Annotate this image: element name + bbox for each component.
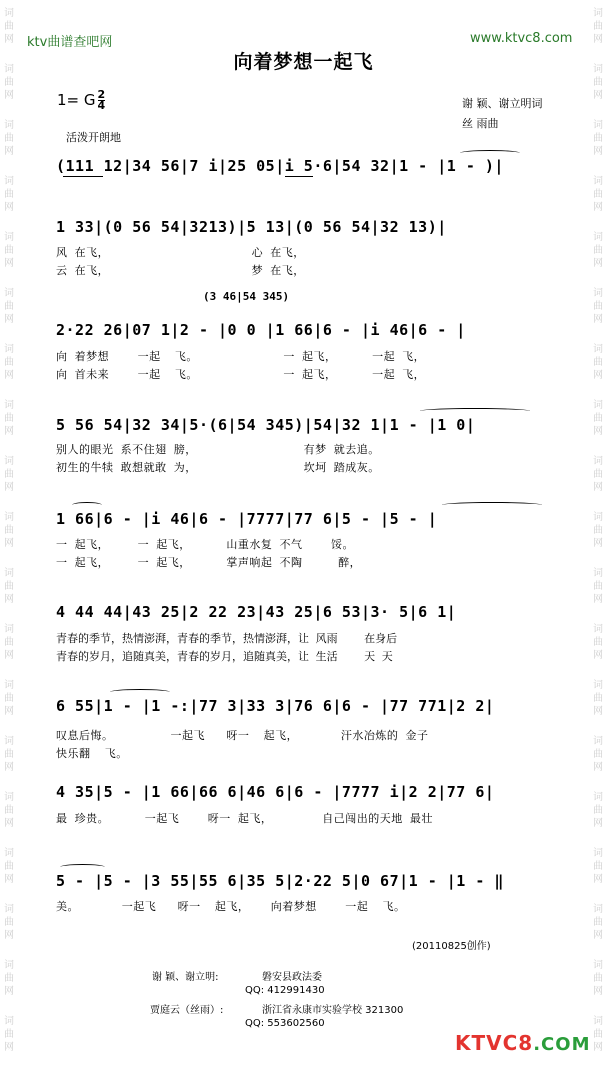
- watermark-glyph: 词: [4, 400, 14, 411]
- watermark-glyph: 网: [593, 202, 603, 213]
- slur-mark: [442, 502, 542, 508]
- watermark-glyph: 曲: [593, 637, 603, 648]
- score-line-5: 1 66|6 - |i 46|6 - |7777|77 6|5 - |5 - |: [56, 510, 438, 528]
- watermark-glyph: 词: [593, 400, 603, 411]
- score-line-3: 2·22 26|07 1|2 - |0 0 |1 66|6 - |i 46|6 - |: [56, 321, 466, 339]
- site-url-right[interactable]: www.ktvc8.com: [470, 31, 573, 46]
- watermark-glyph: 曲: [593, 693, 603, 704]
- watermark-left: [0, 0, 18, 1079]
- watermark-glyph: 曲: [4, 749, 14, 760]
- watermark-glyph: 曲: [4, 357, 14, 368]
- lyric-line-5a: 一 起飞， 一 起飞， 山重水复 不气 馁。: [56, 538, 354, 551]
- watermark-glyph: 词: [593, 848, 603, 859]
- watermark-glyph: 网: [4, 762, 14, 773]
- watermark-glyph: 词: [593, 624, 603, 635]
- watermark-glyph: 网: [593, 34, 603, 45]
- score-line-8: 4 35|5 - |1 66|66 6|46 6|6 - |7777 i|2 2|77 6|: [56, 783, 495, 801]
- watermark-glyph: 网: [4, 930, 14, 941]
- watermark-glyph: 词: [593, 792, 603, 803]
- time-bottom: 4: [97, 99, 106, 112]
- watermark-glyph: 网: [4, 482, 14, 493]
- watermark-glyph: 词: [593, 568, 603, 579]
- watermark-glyph: 曲: [593, 469, 603, 480]
- composition-date: (20110825创作): [412, 941, 491, 952]
- watermark-glyph: 网: [593, 1042, 603, 1053]
- watermark-glyph: 词: [4, 848, 14, 859]
- watermark-glyph: 词: [4, 176, 14, 187]
- score-line-6: 4 44 44|43 25|2 22 23|43 25|6 53|3· 5|6 1|: [56, 603, 457, 621]
- key-label: 1= G: [57, 91, 96, 109]
- watermark-glyph: 词: [4, 792, 14, 803]
- watermark-glyph: 曲: [593, 189, 603, 200]
- logo-suffix: .COM: [533, 1034, 591, 1055]
- watermark-glyph: 曲: [593, 805, 603, 816]
- watermark-glyph: 词: [593, 8, 603, 19]
- watermark-glyph: 网: [4, 314, 14, 325]
- watermark-glyph: 词: [4, 904, 14, 915]
- watermark-glyph: 网: [593, 930, 603, 941]
- lyricist-credit: 谢 颖、谢立明词: [462, 97, 543, 110]
- watermark-glyph: 词: [4, 960, 14, 971]
- watermark-glyph: 词: [4, 1016, 14, 1027]
- watermark-glyph: 网: [4, 426, 14, 437]
- watermark-glyph: 词: [593, 960, 603, 971]
- slur-mark: [420, 408, 530, 414]
- watermark-glyph: 网: [4, 146, 14, 157]
- underline-mark: [63, 176, 103, 177]
- watermark-glyph: 词: [4, 736, 14, 747]
- watermark-glyph: 网: [593, 762, 603, 773]
- watermark-glyph: 网: [593, 482, 603, 493]
- contact2-org: 浙江省永康市实验学校 321300: [262, 1005, 404, 1016]
- lyric-line-7a: 叹息后悔。 一起飞 呀一 起飞， 汗水冶炼的 金子: [56, 729, 429, 742]
- lyric-line-3b: 向 首未来 一起 飞。 一 起飞， 一起 飞，: [56, 368, 426, 381]
- watermark-glyph: 词: [593, 1016, 603, 1027]
- watermark-glyph: 网: [593, 874, 603, 885]
- watermark-glyph: 曲: [4, 805, 14, 816]
- lyric-line-5b: 一 起飞， 一 起飞， 掌声响起 不陶 醉，: [56, 556, 362, 569]
- score-line-2: 1 33|(0 56 54|3213)|5 13|(0 56 54|32 13)|: [56, 218, 447, 236]
- watermark-glyph: 网: [593, 146, 603, 157]
- slur-mark: [72, 502, 102, 508]
- lyric-line-6a: 青春的季节，热情澎湃，青春的季节，热情澎湃，让 风雨 在身后: [56, 632, 398, 645]
- watermark-glyph: 网: [593, 594, 603, 605]
- lyric-line-2b: 云 在飞， 梦 在飞，: [56, 264, 305, 277]
- contact1-qq: QQ: 412991430: [245, 985, 325, 996]
- watermark-glyph: 网: [593, 706, 603, 717]
- watermark-glyph: 曲: [593, 525, 603, 536]
- watermark-glyph: 词: [593, 680, 603, 691]
- watermark-glyph: 曲: [4, 637, 14, 648]
- logo-main: KTVC8: [455, 1031, 534, 1055]
- ktvc8-logo[interactable]: [455, 1031, 590, 1055]
- watermark-glyph: 网: [4, 34, 14, 45]
- watermark-glyph: 曲: [4, 525, 14, 536]
- watermark-glyph: 词: [593, 736, 603, 747]
- watermark-glyph: 词: [4, 680, 14, 691]
- contact2-qq: QQ: 553602560: [245, 1018, 325, 1029]
- watermark-glyph: 曲: [593, 357, 603, 368]
- watermark-glyph: 网: [4, 90, 14, 101]
- watermark-glyph: 网: [593, 986, 603, 997]
- watermark-glyph: 网: [593, 818, 603, 829]
- watermark-glyph: 曲: [593, 413, 603, 424]
- watermark-glyph: 网: [593, 538, 603, 549]
- lyric-line-6b: 青春的岁月，追随真美，青春的岁月，追随真美，让 生活 天 天: [56, 650, 393, 663]
- slur-mark: [460, 150, 520, 156]
- watermark-glyph: 词: [4, 120, 14, 131]
- watermark-glyph: 曲: [4, 245, 14, 256]
- watermark-glyph: 词: [593, 344, 603, 355]
- watermark-glyph: 网: [593, 650, 603, 661]
- underline-mark: [285, 176, 313, 177]
- watermark-glyph: 词: [4, 624, 14, 635]
- watermark-glyph: 网: [593, 258, 603, 269]
- score-line-7: 6 55|1 - |1 -:|77 3|33 3|76 6|6 - |77 771|2 2|: [56, 697, 495, 715]
- composer-credit: 丝 雨曲: [462, 117, 499, 130]
- watermark-glyph: 网: [4, 818, 14, 829]
- watermark-glyph: 网: [4, 986, 14, 997]
- watermark-glyph: 曲: [593, 77, 603, 88]
- tempo-marking: 活泼开朗地: [66, 131, 121, 144]
- watermark-glyph: 词: [593, 904, 603, 915]
- time-top: 2: [97, 88, 106, 101]
- watermark-glyph: 词: [4, 288, 14, 299]
- watermark-glyph: 词: [593, 512, 603, 523]
- watermark-glyph: 词: [593, 176, 603, 187]
- watermark-glyph: 曲: [4, 413, 14, 424]
- watermark-glyph: 词: [4, 8, 14, 19]
- watermark-glyph: 曲: [4, 581, 14, 592]
- watermark-glyph: 曲: [4, 469, 14, 480]
- lyric-line-7b: 快乐翻 飞。: [56, 747, 128, 760]
- watermark-glyph: 词: [4, 64, 14, 75]
- watermark-glyph: 网: [4, 538, 14, 549]
- score-line-1: (111 12|34 56|7 i|25 05|i 5·6|54 32|1 - |1 - )|: [56, 157, 504, 175]
- watermark-glyph: 网: [4, 706, 14, 717]
- watermark-glyph: 曲: [4, 917, 14, 928]
- watermark-glyph: 网: [4, 202, 14, 213]
- watermark-glyph: 网: [593, 314, 603, 325]
- contact2-name: 贾庭云（丝雨）:: [150, 1005, 224, 1016]
- lyric-line-8: 最 珍贵。 一起飞 呀一 起飞， 自己闯出的天地 最壮: [56, 812, 433, 825]
- song-title: 向着梦想一起飞: [233, 51, 374, 73]
- watermark-glyph: 词: [593, 288, 603, 299]
- watermark-glyph: 词: [4, 456, 14, 467]
- watermark-glyph: 曲: [4, 21, 14, 32]
- watermark-glyph: 曲: [593, 21, 603, 32]
- lyric-line-4b: 初生的牛犊 敢想就敢 为， 坎坷 踏成灰。: [56, 461, 380, 474]
- watermark-glyph: 曲: [593, 581, 603, 592]
- watermark-glyph: 曲: [4, 133, 14, 144]
- contact1-name: 谢 颖、谢立明:: [152, 972, 219, 983]
- watermark-glyph: 曲: [4, 693, 14, 704]
- watermark-glyph: 网: [4, 650, 14, 661]
- watermark-glyph: 词: [4, 512, 14, 523]
- watermark-glyph: 网: [4, 370, 14, 381]
- watermark-glyph: 网: [4, 594, 14, 605]
- contact1-org: 磐安县政法委: [262, 972, 322, 983]
- watermark-glyph: 曲: [593, 973, 603, 984]
- watermark-glyph: 词: [593, 120, 603, 131]
- lyric-line-4a: 别人的眼光 系不住翅 膀， 有梦 就去追。: [56, 443, 380, 456]
- watermark-glyph: 曲: [4, 861, 14, 872]
- watermark-glyph: 曲: [593, 301, 603, 312]
- watermark-glyph: 曲: [593, 133, 603, 144]
- watermark-glyph: 曲: [4, 301, 14, 312]
- watermark-glyph: 曲: [4, 189, 14, 200]
- watermark-glyph: 词: [593, 64, 603, 75]
- watermark-glyph: 曲: [593, 917, 603, 928]
- key-signature: [57, 90, 105, 111]
- watermark-glyph: 曲: [593, 861, 603, 872]
- site-name-left[interactable]: ktv曲谱查吧网: [27, 35, 113, 50]
- score-line-4: 5 56 54|32 34|5·(6|54 345)|54|32 1|1 - |1 0|: [56, 416, 476, 434]
- watermark-glyph: 网: [4, 874, 14, 885]
- watermark-glyph: 词: [593, 456, 603, 467]
- watermark-glyph: 词: [593, 232, 603, 243]
- watermark-glyph: 曲: [593, 1029, 603, 1040]
- watermark-glyph: 网: [593, 90, 603, 101]
- watermark-glyph: 曲: [4, 973, 14, 984]
- watermark-glyph: 词: [4, 232, 14, 243]
- watermark-glyph: 词: [4, 344, 14, 355]
- watermark-glyph: 曲: [4, 77, 14, 88]
- watermark-glyph: 网: [593, 426, 603, 437]
- lyric-line-3a: 向 着梦想 一起 飞。 一 起飞， 一起 飞，: [56, 350, 426, 363]
- watermark-glyph: 网: [593, 370, 603, 381]
- watermark-glyph: 曲: [593, 749, 603, 760]
- watermark-glyph: 词: [4, 568, 14, 579]
- aux-notes: (3 46|54 345): [203, 290, 290, 303]
- lyric-line-9: 美。 一起飞 呀一 起飞， 向着梦想 一起 飞。: [56, 900, 406, 913]
- watermark-glyph: 曲: [4, 1029, 14, 1040]
- watermark-right: [589, 0, 607, 1079]
- time-signature: [98, 90, 106, 111]
- slur-mark: [110, 689, 170, 695]
- watermark-glyph: 曲: [593, 245, 603, 256]
- score-line-9: 5 - |5 - |3 55|55 6|35 5|2·22 5|0 67|1 - |1 - ‖: [56, 872, 504, 890]
- lyric-line-2a: 风 在飞， 心 在飞，: [56, 246, 305, 259]
- watermark-glyph: 网: [4, 258, 14, 269]
- watermark-glyph: 网: [4, 1042, 14, 1053]
- slur-mark: [60, 864, 105, 870]
